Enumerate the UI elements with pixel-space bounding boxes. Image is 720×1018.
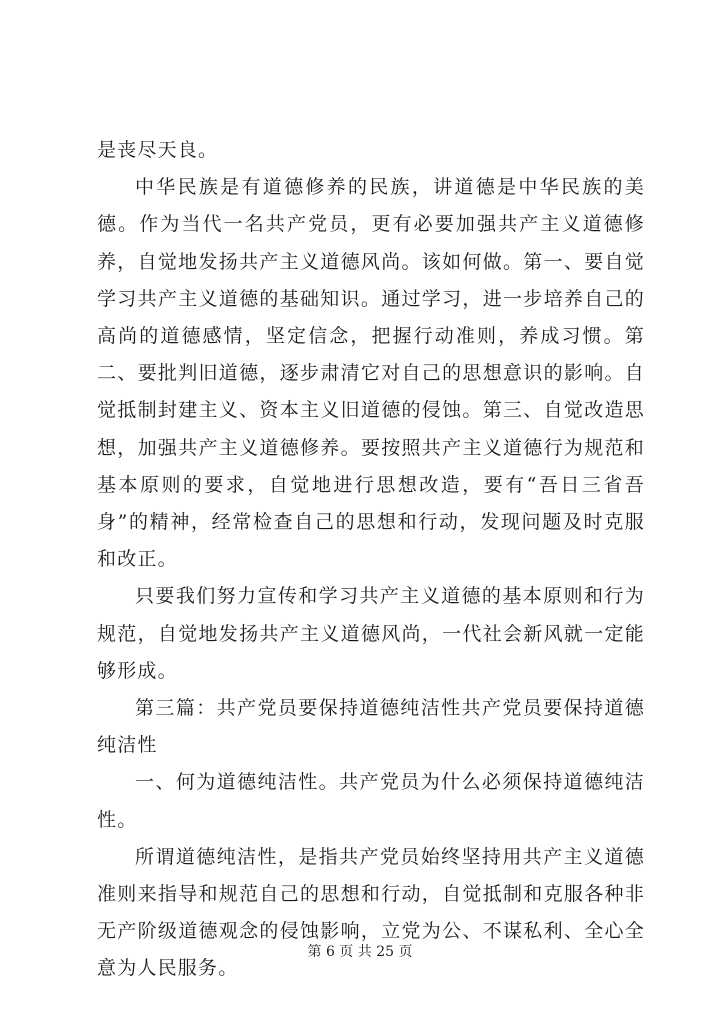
subheading: 一、何为道德纯洁性。共产党员为什么必须保持道德纯洁性。	[97, 771, 645, 831]
paragraph-2: 中华民族是有道德修养的民族，讲道德是中华民族的美德。作为当代一名共产党员，更有必要加强共产主义道德修养，自觉地发扬共产主义道德风尚。该如何做。第一、要自觉学习共产主义道德的基础知识。通过学习，进一步培养自己的高尚的道德感情，坚定信念，把握行动准则，养成习惯。第二、要批判旧道德，逐步肃清它对自己的思想意识的影响。自觉抵制封建主义、资本主义旧道德的侵蚀。第三、自觉改造思想，加强共产主义道德修养。要按照共产主义道德行为规范和基本原则的要求，自觉地进行思想改造，要有“吾日三省吾身”的精神，经常检查自己的思想和行动，发现问题及时克服和改正。	[97, 176, 645, 571]
section-heading: 第三篇：共产党员要保持道德纯洁性共产党员要保持道德纯洁性	[97, 697, 645, 757]
paragraph-6: 所谓道德纯洁性，是指共产党员始终坚持用共产主义道德准则来指导和规范自己的思想和行动，自觉抵制和克服各种非无产阶级道德观念的侵蚀影响，立党为公、不谋私利、全心全意为人民服务。	[97, 845, 645, 980]
paragraph-3: 只要我们努力宣传和学习共产主义道德的基本原则和行为规范，自觉地发扬共产主义道德风尚，一代社会新风就一定能够形成。	[97, 585, 645, 682]
paragraph-1: 是丧尽天良。	[97, 139, 219, 161]
document-body	[97, 132, 645, 988]
page-number-footer: 第 6 页 共 25 页	[307, 944, 413, 960]
